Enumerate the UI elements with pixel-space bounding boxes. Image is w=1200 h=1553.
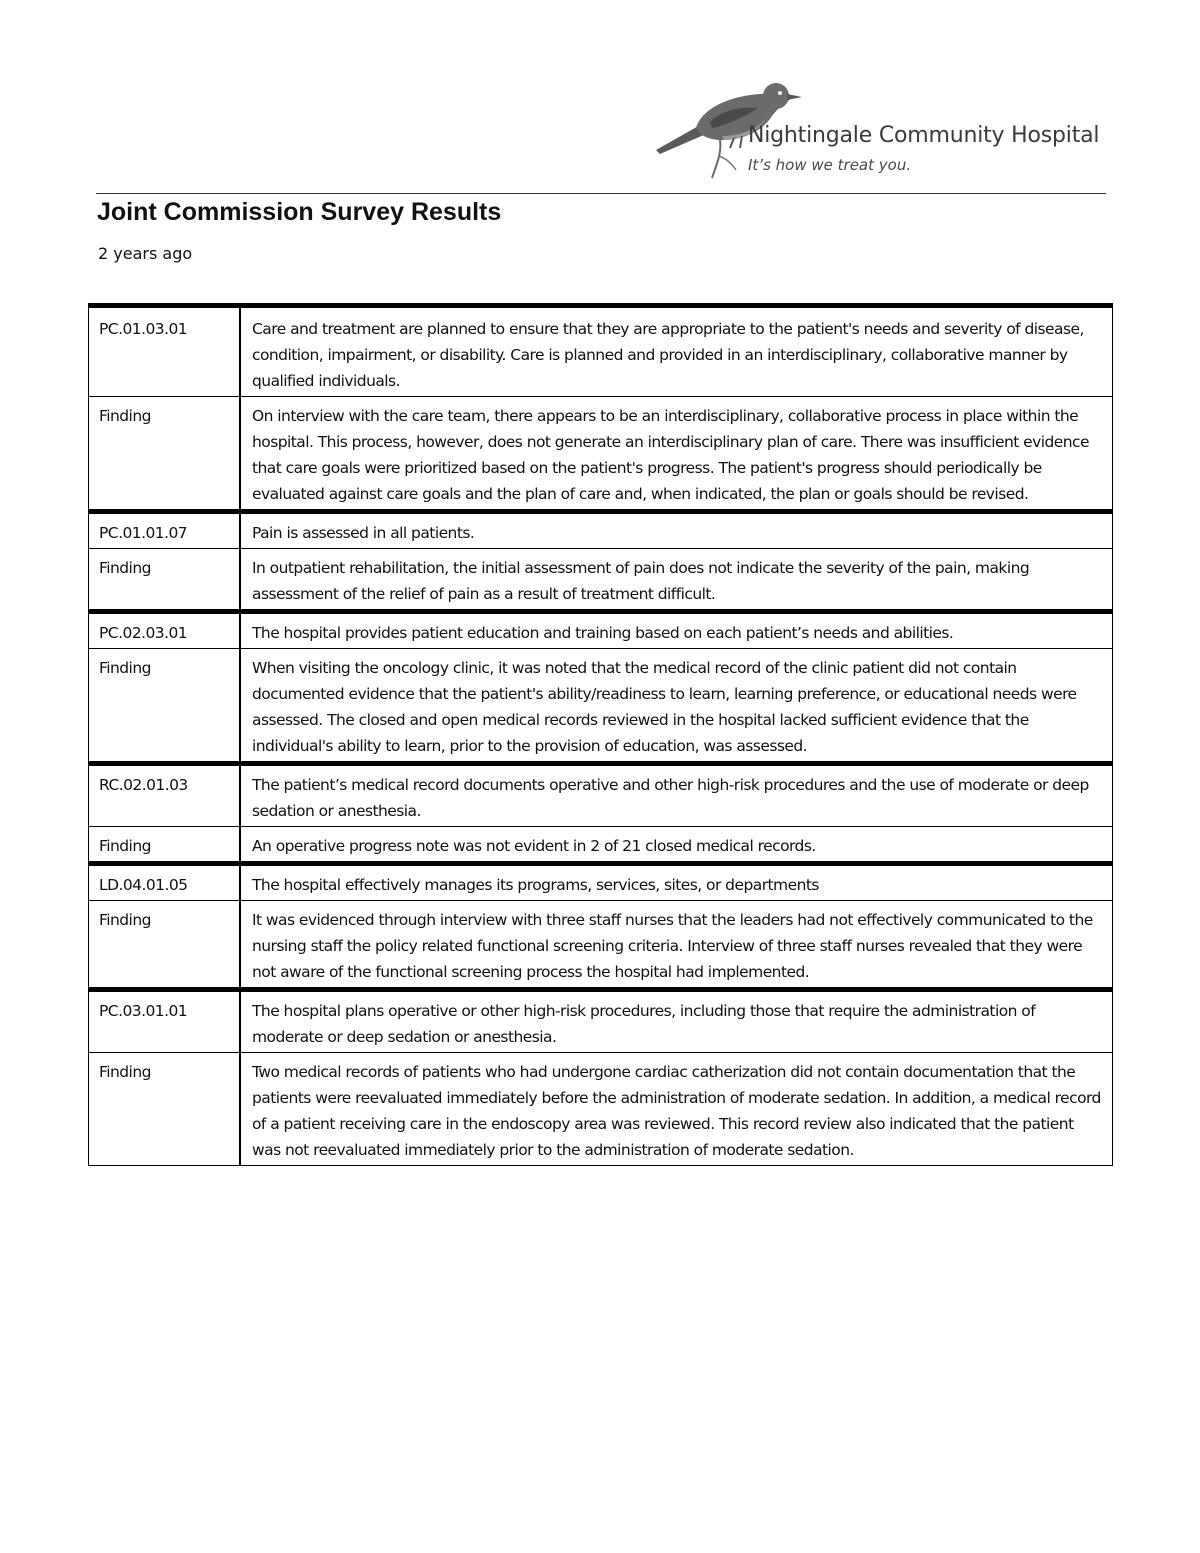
table-row-finding — [89, 901, 1113, 990]
table-row-finding — [89, 549, 1113, 612]
standard-text: Care and treatment are planned to ensure that they are appropriate to the patient's needs and severity of disease, condition, impairment, or disability. Care is planned and provided in an interdisciplinary, collaborative manner by qualified individuals. — [240, 306, 1113, 397]
finding-text: In outpatient rehabilitation, the initial assessment of pain does not indicate the severity of the pain, making assessment of the relief of pain as a result of treatment difficult. — [240, 549, 1113, 612]
finding-text: It was evidenced through interview with three staff nurses that the leaders had not effectively communicated to the nursing staff the policy related functional screening criteria. Interview of three staff nurses revealed that they were not aware of the functional screening process the hospital had implemented. — [240, 901, 1113, 990]
header-divider — [96, 193, 1106, 194]
table-row-finding — [89, 397, 1113, 512]
finding-text: When visiting the oncology clinic, it was noted that the medical record of the clinic patient did not contain documented evidence that the patient's ability/readiness to learn, learning preference, or educational needs were assessed. The closed and open medical records reviewed in the hospital lacked sufficient evidence that the individual's ability to learn, prior to the provision of education, was assessed. — [240, 649, 1113, 764]
finding-label: Finding — [89, 1053, 241, 1166]
standard-code: PC.02.03.01 — [89, 612, 241, 649]
standard-text: The patient’s medical record documents operative and other high-risk procedures and the use of moderate or deep sedation or anesthesia. — [240, 764, 1113, 827]
table-row-finding — [89, 649, 1113, 764]
standard-text: The hospital plans operative or other high-risk procedures, including those that require the administration of moderate or deep sedation or anesthesia. — [240, 990, 1113, 1053]
table-row-standard — [89, 512, 1113, 549]
finding-label: Finding — [89, 649, 241, 764]
standard-text: The hospital effectively manages its programs, services, sites, or departments — [240, 864, 1113, 901]
page-subtitle: 2 years ago — [98, 244, 193, 263]
logo-hospital-name: Nightingale Community Hospital — [748, 123, 1100, 148]
standard-code: PC.01.01.07 — [89, 512, 241, 549]
standard-text: The hospital provides patient education and training based on each patient’s needs and abilities. — [240, 612, 1113, 649]
standard-code: RC.02.01.03 — [89, 764, 241, 827]
finding-text: Two medical records of patients who had undergone cardiac catherization did not contain documentation that the patients were reevaluated immediately before the administration of moderate sedation. In addition, a medical record of a patient receiving care in the endoscopy area was reviewed. This record review also indicated that the patient was not reevaluated immediately prior to the administration of moderate sedation. — [240, 1053, 1113, 1166]
standard-code: PC.03.01.01 — [89, 990, 241, 1053]
table-row-standard — [89, 764, 1113, 827]
finding-text: An operative progress note was not evident in 2 of 21 closed medical records. — [240, 827, 1113, 864]
table-row-standard — [89, 306, 1113, 397]
logo-tagline: It’s how we treat you. — [748, 156, 912, 174]
finding-label: Finding — [89, 397, 241, 512]
finding-label: Finding — [89, 827, 241, 864]
standard-code: PC.01.03.01 — [89, 306, 241, 397]
finding-label: Finding — [89, 549, 241, 612]
survey-results-table — [88, 303, 1113, 1166]
table-row-finding — [89, 827, 1113, 864]
table-row-standard — [89, 864, 1113, 901]
table-row-standard — [89, 990, 1113, 1053]
table-row-standard — [89, 612, 1113, 649]
finding-label: Finding — [89, 901, 241, 990]
hospital-logo — [650, 78, 1110, 188]
standard-text: Pain is assessed in all patients. — [240, 512, 1113, 549]
finding-text: On interview with the care team, there appears to be an interdisciplinary, collaborative process in place within the hospital. This process, however, does not generate an interdisciplinary plan of care. There was insufficient evidence that care goals were prioritized based on the patient's progress. The patient's progress should periodically be evaluated against care goals and the plan of care and, when indicated, the plan or goals should be revised. — [240, 397, 1113, 512]
table-row-finding — [89, 1053, 1113, 1166]
standard-code: LD.04.01.05 — [89, 864, 241, 901]
page-title: Joint Commission Survey Results — [97, 198, 502, 226]
